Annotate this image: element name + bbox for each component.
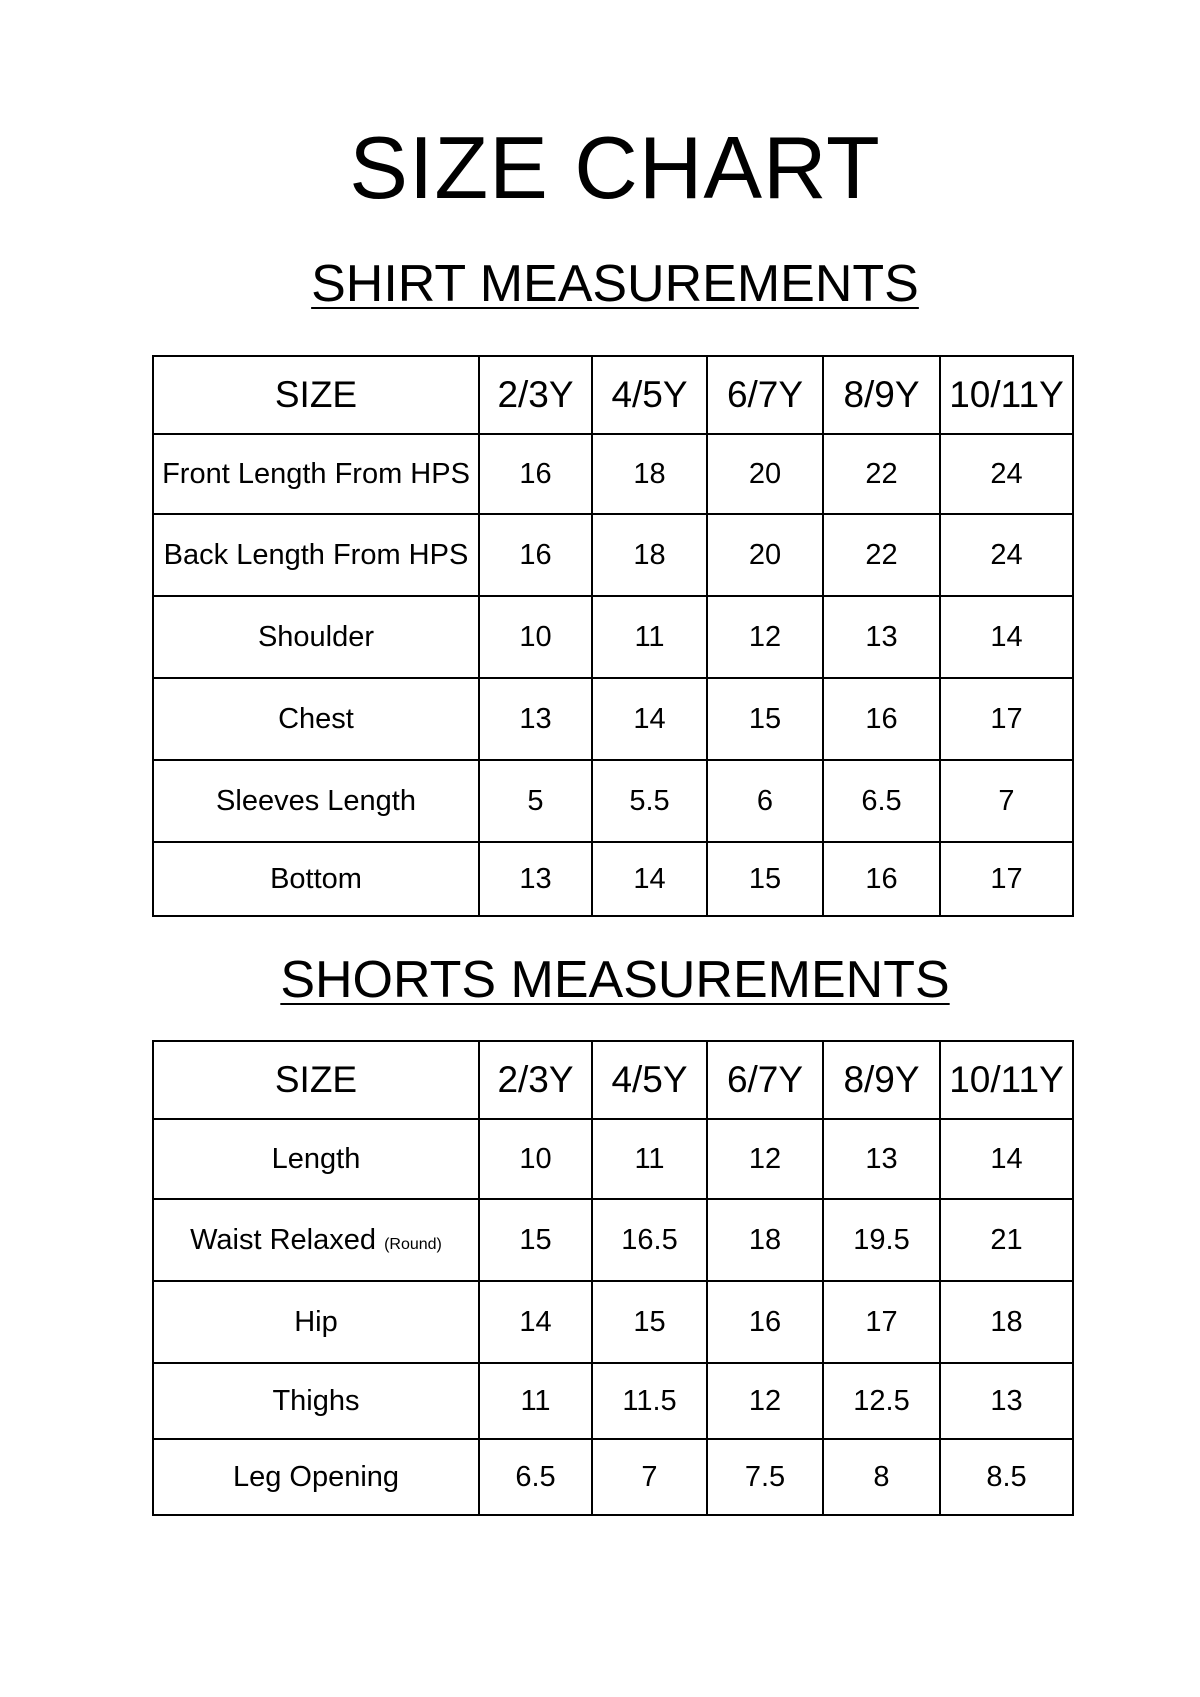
size-column-header: 6/7Y [707,356,823,434]
row-label: Bottom [153,842,479,916]
row-label: Leg Opening [153,1439,479,1515]
table-row [153,678,1073,760]
table-row [153,1199,1073,1281]
table-cell: 16.5 [592,1199,707,1281]
table-row [153,596,1073,678]
table-cell: 13 [823,1119,940,1199]
table-cell: 16 [707,1281,823,1363]
table-row [153,1281,1073,1363]
row-label: Sleeves Length [153,760,479,842]
table-cell: 18 [592,514,707,596]
size-column-header: 8/9Y [823,1041,940,1119]
table-cell: 18 [940,1281,1073,1363]
table-cell: 14 [479,1281,592,1363]
table-cell: 10 [479,1119,592,1199]
size-column-header: 10/11Y [940,356,1073,434]
table-cell: 11.5 [592,1363,707,1439]
size-column-header: 4/5Y [592,356,707,434]
shorts-size-table [152,1040,1074,1516]
table-cell: 15 [479,1199,592,1281]
table-cell: 13 [479,678,592,760]
table-cell: 5 [479,760,592,842]
table-cell: 18 [707,1199,823,1281]
row-label: Hip [153,1281,479,1363]
table-cell: 8 [823,1439,940,1515]
table-cell: 12 [707,1363,823,1439]
table-cell: 20 [707,514,823,596]
table-cell: 14 [592,678,707,760]
size-header: SIZE [153,356,479,434]
table-cell: 6.5 [823,760,940,842]
size-column-header: 6/7Y [707,1041,823,1119]
table-cell: 16 [479,434,592,514]
table-cell: 13 [823,596,940,678]
row-label: Front Length From HPS [153,434,479,514]
table-cell: 5.5 [592,760,707,842]
table-cell: 12.5 [823,1363,940,1439]
table-cell: 10 [479,596,592,678]
table-row [153,760,1073,842]
table-cell: 19.5 [823,1199,940,1281]
table-cell: 7 [940,760,1073,842]
table-cell: 22 [823,434,940,514]
table-cell: 18 [592,434,707,514]
table-cell: 16 [823,678,940,760]
row-label: Chest [153,678,479,760]
row-label-text: Waist Relaxed [190,1223,376,1256]
table-cell: 15 [707,842,823,916]
table-cell: 14 [940,1119,1073,1199]
table-cell: 17 [940,678,1073,760]
row-label [153,1199,479,1281]
table-cell: 11 [592,1119,707,1199]
table-cell: 22 [823,514,940,596]
table-row [153,1119,1073,1199]
table-cell: 6.5 [479,1439,592,1515]
table-cell: 11 [479,1363,592,1439]
table-cell: 14 [592,842,707,916]
table-row [153,842,1073,916]
table-header-row [153,1041,1073,1119]
table-cell: 20 [707,434,823,514]
row-label-note: (Round) [384,1235,442,1253]
table-cell: 12 [707,596,823,678]
table-row [153,514,1073,596]
shirt-size-table [152,355,1074,917]
table-cell: 7.5 [707,1439,823,1515]
table-cell: 8.5 [940,1439,1073,1515]
table-cell: 13 [479,842,592,916]
shorts-section-title: SHORTS MEASUREMENTS [280,951,950,1009]
size-column-header: 8/9Y [823,356,940,434]
table-cell: 16 [479,514,592,596]
size-column-header: 2/3Y [479,1041,592,1119]
row-label: Shoulder [153,596,479,678]
table-row [153,1439,1073,1515]
table-row [153,1363,1073,1439]
table-cell: 17 [823,1281,940,1363]
table-cell: 13 [940,1363,1073,1439]
size-column-header: 2/3Y [479,356,592,434]
table-cell: 15 [592,1281,707,1363]
table-header-row [153,356,1073,434]
size-header: SIZE [153,1041,479,1119]
size-column-header: 10/11Y [940,1041,1073,1119]
table-cell: 7 [592,1439,707,1515]
row-label: Thighs [153,1363,479,1439]
table-cell: 6 [707,760,823,842]
shirt-section-title: SHIRT MEASUREMENTS [311,255,919,313]
table-cell: 24 [940,434,1073,514]
size-column-header: 4/5Y [592,1041,707,1119]
page-title: SIZE CHART [349,118,881,217]
table-cell: 16 [823,842,940,916]
table-cell: 17 [940,842,1073,916]
table-cell: 24 [940,514,1073,596]
table-cell: 21 [940,1199,1073,1281]
table-row [153,434,1073,514]
table-cell: 15 [707,678,823,760]
table-cell: 12 [707,1119,823,1199]
table-cell: 14 [940,596,1073,678]
row-label: Length [153,1119,479,1199]
table-cell: 11 [592,596,707,678]
row-label: Back Length From HPS [153,514,479,596]
